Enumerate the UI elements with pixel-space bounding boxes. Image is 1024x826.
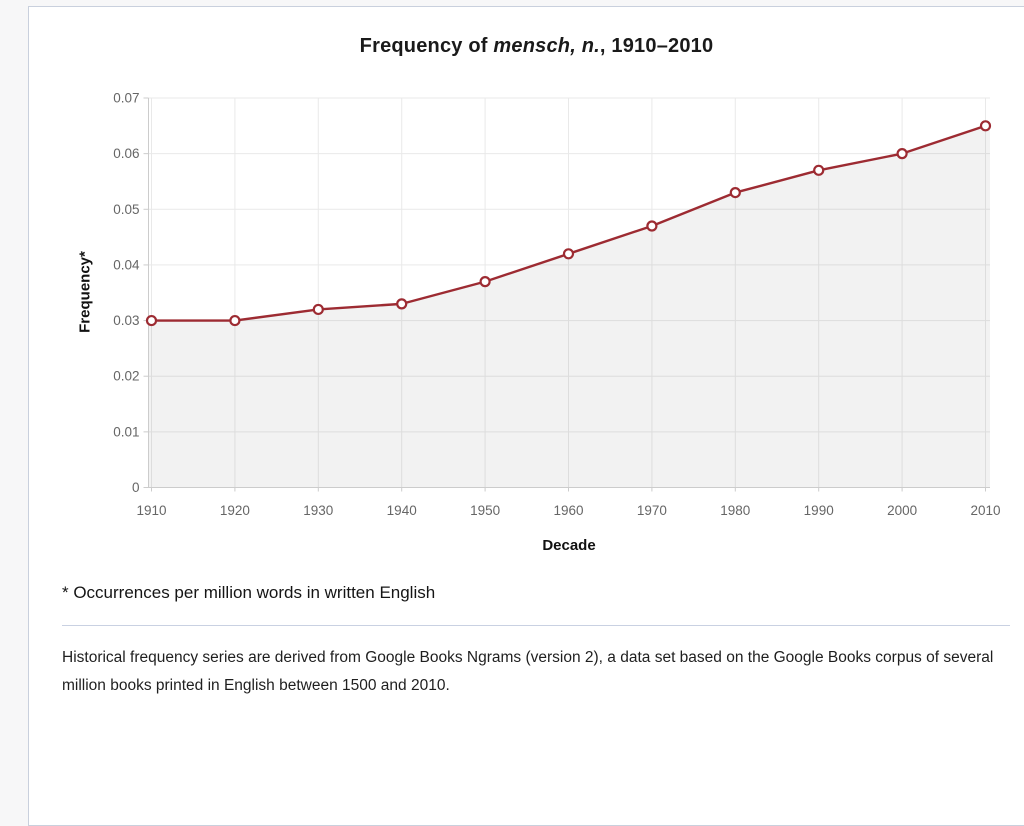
- x-tick-label: 1950: [470, 503, 501, 518]
- section-divider: [62, 625, 1010, 626]
- data-point-marker[interactable]: [898, 149, 907, 158]
- data-point-marker[interactable]: [147, 316, 156, 325]
- x-tick-label: 2000: [887, 503, 918, 518]
- y-tick-label: 0.07: [113, 90, 140, 106]
- chart-title-prefix: Frequency of: [359, 35, 494, 57]
- x-tick-label: 2010: [970, 503, 1001, 518]
- chart-title-suffix: , 1910–2010: [599, 35, 714, 57]
- data-point-marker[interactable]: [814, 166, 823, 175]
- data-point-marker[interactable]: [397, 299, 406, 308]
- x-axis-title: Decade: [542, 537, 596, 554]
- y-tick-label: 0.02: [113, 368, 140, 384]
- y-tick-label: 0: [131, 480, 140, 495]
- data-point-marker[interactable]: [731, 188, 740, 197]
- x-tick-label: 1910: [136, 503, 167, 518]
- data-point-marker[interactable]: [481, 277, 490, 286]
- series-area-fill: [149, 126, 991, 488]
- y-tick-label: 0.03: [113, 313, 140, 329]
- x-tick-label: 1920: [219, 503, 250, 518]
- x-tick-label: 1980: [720, 503, 751, 518]
- y-tick-label: 0.06: [113, 146, 140, 162]
- y-tick-label: 0.05: [113, 201, 140, 217]
- data-point-marker[interactable]: [230, 316, 239, 325]
- data-point-marker[interactable]: [647, 221, 656, 230]
- x-tick-label: 1990: [803, 503, 834, 518]
- x-tick-label: 1940: [386, 503, 417, 518]
- y-tick-label: 0.01: [113, 424, 140, 440]
- x-tick-label: 1970: [636, 503, 667, 518]
- x-tick-label: 1960: [553, 503, 584, 518]
- source-note: Historical frequency series are derived from Google Books Ngrams (version 2), a data set based on the Google Books corpus of several million books printed in English between 1500 and 2010.: [62, 649, 994, 694]
- x-tick-label: 1930: [303, 503, 334, 518]
- y-axis-title: Frequency*: [76, 251, 94, 333]
- frequency-footnote: * Occurrences per million words in written English: [62, 583, 436, 602]
- data-point-marker[interactable]: [314, 305, 323, 314]
- chart-title-term: mensch, n.: [493, 35, 600, 57]
- data-point-marker[interactable]: [981, 121, 990, 130]
- y-tick-label: 0.04: [113, 257, 140, 273]
- data-point-marker[interactable]: [564, 249, 573, 258]
